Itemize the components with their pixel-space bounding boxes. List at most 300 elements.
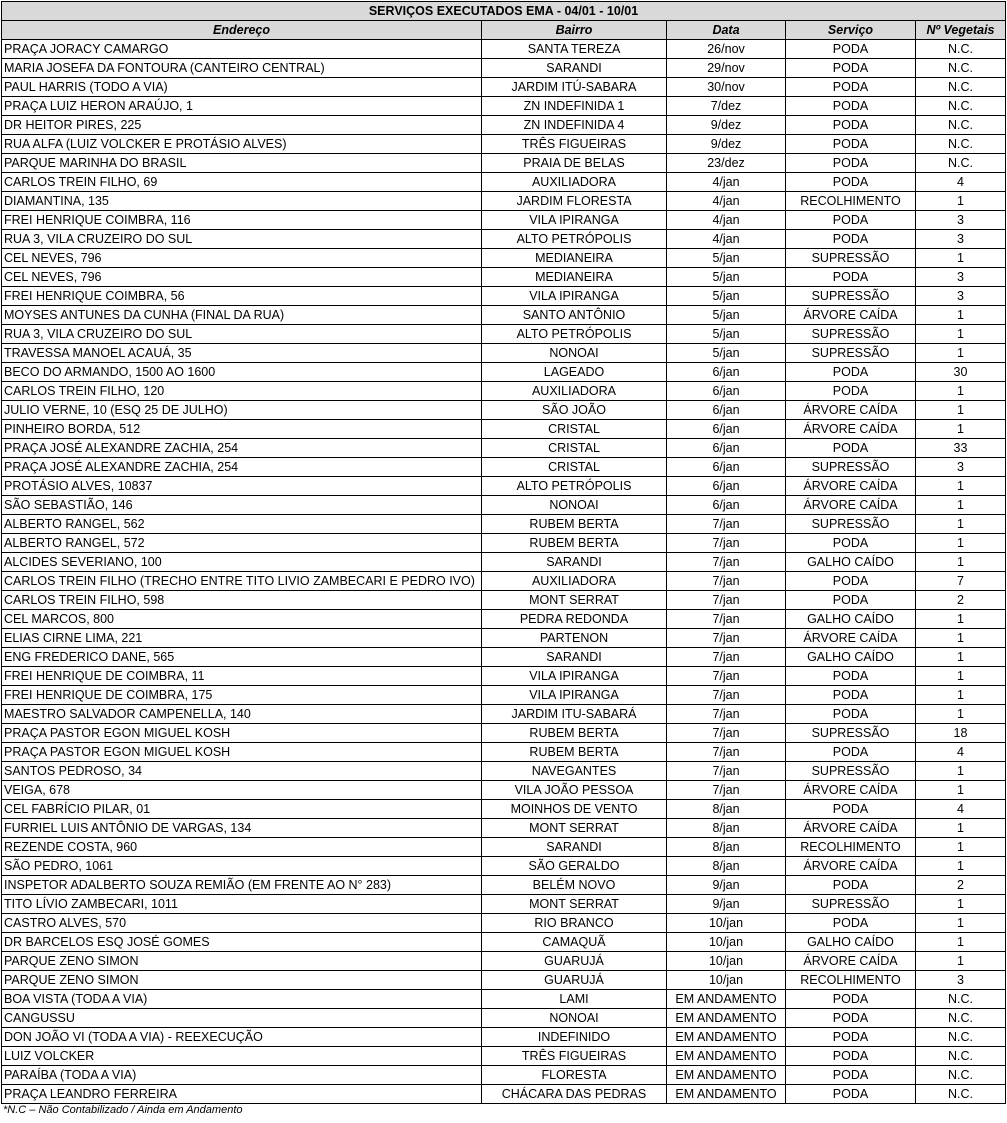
footnote: *N.C – Não Contabilizado / Ainda em Andamento	[3, 1104, 243, 1116]
cell-bairro: ALTO PETRÓPOLIS	[482, 325, 667, 344]
cell-bairro: RUBEM BERTA	[482, 743, 667, 762]
cell-endereco: FREI HENRIQUE COIMBRA, 56	[2, 287, 482, 306]
cell-data: 5/jan	[667, 249, 786, 268]
cell-endereco: PARAÍBA (TODA A VIA)	[2, 1066, 482, 1085]
cell-data: 7/jan	[667, 553, 786, 572]
cell-data: 7/jan	[667, 610, 786, 629]
cell-data: 7/jan	[667, 686, 786, 705]
cell-data: EM ANDAMENTO	[667, 1028, 786, 1047]
cell-servico: SUPRESSÃO	[786, 287, 916, 306]
cell-data: 7/jan	[667, 648, 786, 667]
cell-data: EM ANDAMENTO	[667, 1066, 786, 1085]
cell-vegetais: 1	[916, 325, 1006, 344]
cell-data: EM ANDAMENTO	[667, 1009, 786, 1028]
cell-servico: ÁRVORE CAÍDA	[786, 306, 916, 325]
table-row	[2, 1028, 1006, 1047]
cell-data: 9/jan	[667, 876, 786, 895]
cell-vegetais: N.C.	[916, 40, 1006, 59]
cell-bairro: NONOAI	[482, 1009, 667, 1028]
cell-bairro: MOINHOS DE VENTO	[482, 800, 667, 819]
cell-endereco: MARIA JOSEFA DA FONTOURA (CANTEIRO CENTRAL)	[2, 59, 482, 78]
table-row	[2, 857, 1006, 876]
cell-endereco: PARQUE ZENO SIMON	[2, 971, 482, 990]
table-row	[2, 97, 1006, 116]
cell-endereco: DR BARCELOS ESQ JOSÉ GOMES	[2, 933, 482, 952]
cell-endereco: BOA VISTA (TODA A VIA)	[2, 990, 482, 1009]
cell-endereco: CANGUSSU	[2, 1009, 482, 1028]
cell-vegetais: 1	[916, 306, 1006, 325]
cell-servico: PODA	[786, 534, 916, 553]
cell-endereco: PRAÇA PASTOR EGON MIGUEL KOSH	[2, 743, 482, 762]
services-sheet	[1, 1, 1006, 1104]
table-row	[2, 268, 1006, 287]
cell-vegetais: N.C.	[916, 1047, 1006, 1066]
cell-servico: PODA	[786, 800, 916, 819]
services-table	[1, 1, 1006, 1104]
cell-servico: PODA	[786, 705, 916, 724]
cell-data: 5/jan	[667, 344, 786, 363]
cell-bairro: PRAIA DE BELAS	[482, 154, 667, 173]
table-row	[2, 648, 1006, 667]
table-row	[2, 401, 1006, 420]
cell-vegetais: 1	[916, 610, 1006, 629]
cell-vegetais: 1	[916, 895, 1006, 914]
cell-data: 6/jan	[667, 420, 786, 439]
cell-data: 6/jan	[667, 363, 786, 382]
cell-data: 7/jan	[667, 667, 786, 686]
cell-servico: PODA	[786, 1009, 916, 1028]
cell-endereco: FREI HENRIQUE COIMBRA, 116	[2, 211, 482, 230]
cell-data: 7/jan	[667, 743, 786, 762]
cell-servico: PODA	[786, 40, 916, 59]
table-row	[2, 1009, 1006, 1028]
cell-servico: PODA	[786, 743, 916, 762]
cell-bairro: MEDIANEIRA	[482, 249, 667, 268]
cell-endereco: CEL MARCOS, 800	[2, 610, 482, 629]
table-row	[2, 306, 1006, 325]
cell-servico: ÁRVORE CAÍDA	[786, 477, 916, 496]
cell-vegetais: 18	[916, 724, 1006, 743]
table-row	[2, 458, 1006, 477]
cell-endereco: PAUL HARRIS (TODO A VIA)	[2, 78, 482, 97]
cell-vegetais: 1	[916, 420, 1006, 439]
cell-servico: PODA	[786, 78, 916, 97]
cell-servico: RECOLHIMENTO	[786, 838, 916, 857]
cell-endereco: PRAÇA LUIZ HERON ARAÚJO, 1	[2, 97, 482, 116]
table-row	[2, 743, 1006, 762]
table-row	[2, 705, 1006, 724]
table-row	[2, 173, 1006, 192]
table-row	[2, 572, 1006, 591]
table-row	[2, 534, 1006, 553]
cell-endereco: ELIAS CIRNE LIMA, 221	[2, 629, 482, 648]
cell-data: 6/jan	[667, 458, 786, 477]
cell-bairro: LAGEADO	[482, 363, 667, 382]
table-row	[2, 230, 1006, 249]
cell-servico: SUPRESSÃO	[786, 458, 916, 477]
cell-bairro: CRISTAL	[482, 439, 667, 458]
cell-servico: PODA	[786, 268, 916, 287]
cell-vegetais: 3	[916, 211, 1006, 230]
cell-bairro: ZN INDEFINIDA 1	[482, 97, 667, 116]
header-endereco: Endereço	[2, 21, 482, 40]
cell-vegetais: 1	[916, 192, 1006, 211]
cell-servico: RECOLHIMENTO	[786, 971, 916, 990]
table-row	[2, 610, 1006, 629]
table-row	[2, 287, 1006, 306]
cell-servico: PODA	[786, 876, 916, 895]
cell-endereco: PROTÁSIO ALVES, 10837	[2, 477, 482, 496]
table-row	[2, 838, 1006, 857]
cell-endereco: TRAVESSA MANOEL ACAUÁ, 35	[2, 344, 482, 363]
cell-vegetais: 4	[916, 743, 1006, 762]
cell-endereco: FURRIEL LUIS ANTÔNIO DE VARGAS, 134	[2, 819, 482, 838]
cell-servico: PODA	[786, 363, 916, 382]
cell-endereco: SANTOS PEDROSO, 34	[2, 762, 482, 781]
table-row	[2, 192, 1006, 211]
cell-bairro: JARDIM FLORESTA	[482, 192, 667, 211]
cell-data: 7/jan	[667, 762, 786, 781]
cell-servico: PODA	[786, 154, 916, 173]
cell-vegetais: 3	[916, 268, 1006, 287]
cell-servico: PODA	[786, 667, 916, 686]
cell-vegetais: 3	[916, 230, 1006, 249]
cell-bairro: NONOAI	[482, 344, 667, 363]
cell-data: 10/jan	[667, 914, 786, 933]
table-row	[2, 724, 1006, 743]
cell-vegetais: 1	[916, 534, 1006, 553]
cell-vegetais: 7	[916, 572, 1006, 591]
cell-data: 6/jan	[667, 382, 786, 401]
cell-vegetais: 4	[916, 800, 1006, 819]
cell-vegetais: 33	[916, 439, 1006, 458]
cell-servico: ÁRVORE CAÍDA	[786, 781, 916, 800]
cell-vegetais: 2	[916, 591, 1006, 610]
cell-vegetais: 1	[916, 515, 1006, 534]
cell-servico: RECOLHIMENTO	[786, 192, 916, 211]
table-row	[2, 876, 1006, 895]
cell-endereco: RUA 3, VILA CRUZEIRO DO SUL	[2, 325, 482, 344]
cell-vegetais: 4	[916, 173, 1006, 192]
cell-data: 29/nov	[667, 59, 786, 78]
cell-endereco: PARQUE MARINHA DO BRASIL	[2, 154, 482, 173]
table-body	[2, 40, 1006, 1104]
cell-vegetais: 1	[916, 553, 1006, 572]
title-row	[2, 2, 1006, 21]
table-row	[2, 781, 1006, 800]
cell-endereco: CEL FABRÍCIO PILAR, 01	[2, 800, 482, 819]
cell-data: 9/dez	[667, 116, 786, 135]
table-row	[2, 629, 1006, 648]
table-row	[2, 154, 1006, 173]
cell-bairro: VILA JOÃO PESSOA	[482, 781, 667, 800]
cell-bairro: GUARUJÁ	[482, 971, 667, 990]
cell-bairro: PEDRA REDONDA	[482, 610, 667, 629]
cell-endereco: PARQUE ZENO SIMON	[2, 952, 482, 971]
cell-endereco: FREI HENRIQUE DE COIMBRA, 175	[2, 686, 482, 705]
cell-bairro: TRÊS FIGUEIRAS	[482, 1047, 667, 1066]
cell-bairro: NAVEGANTES	[482, 762, 667, 781]
cell-servico: PODA	[786, 116, 916, 135]
cell-vegetais: 1	[916, 344, 1006, 363]
cell-servico: GALHO CAÍDO	[786, 610, 916, 629]
cell-bairro: RIO BRANCO	[482, 914, 667, 933]
cell-endereco: SÃO SEBASTIÃO, 146	[2, 496, 482, 515]
cell-servico: SUPRESSÃO	[786, 724, 916, 743]
cell-bairro: INDEFINIDO	[482, 1028, 667, 1047]
cell-data: 7/jan	[667, 705, 786, 724]
cell-servico: SUPRESSÃO	[786, 515, 916, 534]
cell-bairro: BELÉM NOVO	[482, 876, 667, 895]
cell-endereco: TITO LÍVIO ZAMBECARI, 1011	[2, 895, 482, 914]
cell-bairro: FLORESTA	[482, 1066, 667, 1085]
cell-bairro: RUBEM BERTA	[482, 515, 667, 534]
cell-bairro: AUXILIADORA	[482, 173, 667, 192]
cell-servico: PODA	[786, 572, 916, 591]
cell-endereco: LUIZ VOLCKER	[2, 1047, 482, 1066]
cell-data: 7/jan	[667, 781, 786, 800]
cell-data: 4/jan	[667, 230, 786, 249]
cell-endereco: RUA 3, VILA CRUZEIRO DO SUL	[2, 230, 482, 249]
cell-endereco: DR HEITOR PIRES, 225	[2, 116, 482, 135]
cell-vegetais: 1	[916, 401, 1006, 420]
table-row	[2, 325, 1006, 344]
cell-servico: PODA	[786, 439, 916, 458]
header-vegetais: Nº Vegetais	[916, 21, 1006, 40]
cell-servico: GALHO CAÍDO	[786, 553, 916, 572]
cell-data: 4/jan	[667, 211, 786, 230]
table-row	[2, 344, 1006, 363]
cell-servico: PODA	[786, 382, 916, 401]
cell-endereco: CASTRO ALVES, 570	[2, 914, 482, 933]
cell-endereco: CEL NEVES, 796	[2, 268, 482, 287]
table-row	[2, 591, 1006, 610]
table-row	[2, 819, 1006, 838]
cell-data: 10/jan	[667, 971, 786, 990]
table-row	[2, 914, 1006, 933]
table-row	[2, 363, 1006, 382]
cell-endereco: MOYSES ANTUNES DA CUNHA (FINAL DA RUA)	[2, 306, 482, 325]
cell-bairro: AUXILIADORA	[482, 572, 667, 591]
header-servico: Serviço	[786, 21, 916, 40]
cell-endereco: DON JOÃO VI (TODA A VIA) - REEXECUÇÃO	[2, 1028, 482, 1047]
cell-vegetais: 1	[916, 819, 1006, 838]
cell-endereco: FREI HENRIQUE DE COIMBRA, 11	[2, 667, 482, 686]
cell-vegetais: 3	[916, 287, 1006, 306]
cell-endereco: CARLOS TREIN FILHO, 598	[2, 591, 482, 610]
cell-servico: PODA	[786, 591, 916, 610]
cell-endereco: VEIGA, 678	[2, 781, 482, 800]
table-row	[2, 1085, 1006, 1104]
cell-servico: ÁRVORE CAÍDA	[786, 420, 916, 439]
cell-vegetais: 1	[916, 762, 1006, 781]
cell-servico: SUPRESSÃO	[786, 249, 916, 268]
cell-endereco: DIAMANTINA, 135	[2, 192, 482, 211]
cell-data: 7/jan	[667, 724, 786, 743]
table-row	[2, 439, 1006, 458]
cell-bairro: AUXILIADORA	[482, 382, 667, 401]
cell-bairro: SARANDI	[482, 648, 667, 667]
cell-endereco: CARLOS TREIN FILHO, 69	[2, 173, 482, 192]
cell-servico: PODA	[786, 59, 916, 78]
table-row	[2, 895, 1006, 914]
cell-bairro: RUBEM BERTA	[482, 724, 667, 743]
table-row	[2, 515, 1006, 534]
cell-data: 4/jan	[667, 192, 786, 211]
table-row	[2, 249, 1006, 268]
cell-endereco: ALBERTO RANGEL, 572	[2, 534, 482, 553]
cell-servico: ÁRVORE CAÍDA	[786, 401, 916, 420]
cell-endereco: RUA ALFA (LUIZ VOLCKER E PROTÁSIO ALVES)	[2, 135, 482, 154]
cell-endereco: JULIO VERNE, 10 (ESQ 25 DE JULHO)	[2, 401, 482, 420]
cell-endereco: PRAÇA JOSÉ ALEXANDRE ZACHIA, 254	[2, 439, 482, 458]
table-row	[2, 496, 1006, 515]
cell-vegetais: 2	[916, 876, 1006, 895]
cell-bairro: NONOAI	[482, 496, 667, 515]
cell-servico: PODA	[786, 1085, 916, 1104]
table-row	[2, 382, 1006, 401]
table-row	[2, 667, 1006, 686]
table-row	[2, 952, 1006, 971]
cell-endereco: INSPETOR ADALBERTO SOUZA REMIÃO (EM FRENTE AO N° 283)	[2, 876, 482, 895]
cell-data: 9/dez	[667, 135, 786, 154]
cell-vegetais: 1	[916, 629, 1006, 648]
cell-vegetais: N.C.	[916, 116, 1006, 135]
cell-data: 7/dez	[667, 97, 786, 116]
cell-data: 10/jan	[667, 933, 786, 952]
table-row	[2, 59, 1006, 78]
cell-vegetais: 1	[916, 686, 1006, 705]
table-row	[2, 553, 1006, 572]
cell-data: 7/jan	[667, 534, 786, 553]
cell-vegetais: 1	[916, 705, 1006, 724]
cell-data: 5/jan	[667, 287, 786, 306]
cell-servico: GALHO CAÍDO	[786, 933, 916, 952]
table-row	[2, 990, 1006, 1009]
cell-bairro: SANTA TEREZA	[482, 40, 667, 59]
cell-endereco: PINHEIRO BORDA, 512	[2, 420, 482, 439]
cell-data: 30/nov	[667, 78, 786, 97]
cell-endereco: PRAÇA JORACY CAMARGO	[2, 40, 482, 59]
table-row	[2, 1066, 1006, 1085]
cell-endereco: CARLOS TREIN FILHO (TRECHO ENTRE TITO LIVIO ZAMBECARI E PEDRO IVO)	[2, 572, 482, 591]
cell-data: 23/dez	[667, 154, 786, 173]
cell-vegetais: 1	[916, 648, 1006, 667]
cell-bairro: CAMAQUÃ	[482, 933, 667, 952]
cell-endereco: PRAÇA JOSÉ ALEXANDRE ZACHIA, 254	[2, 458, 482, 477]
cell-data: 6/jan	[667, 496, 786, 515]
cell-endereco: PRAÇA PASTOR EGON MIGUEL KOSH	[2, 724, 482, 743]
table-title: SERVIÇOS EXECUTADOS EMA - 04/01 - 10/01	[2, 2, 1006, 21]
cell-servico: PODA	[786, 211, 916, 230]
cell-bairro: VILA IPIRANGA	[482, 667, 667, 686]
table-row	[2, 800, 1006, 819]
cell-data: 5/jan	[667, 306, 786, 325]
cell-servico: ÁRVORE CAÍDA	[786, 819, 916, 838]
cell-data: EM ANDAMENTO	[667, 990, 786, 1009]
cell-data: 6/jan	[667, 439, 786, 458]
cell-bairro: VILA IPIRANGA	[482, 686, 667, 705]
cell-servico: PODA	[786, 230, 916, 249]
cell-bairro: JARDIM ITU-SABARÁ	[482, 705, 667, 724]
cell-vegetais: 30	[916, 363, 1006, 382]
cell-data: 5/jan	[667, 268, 786, 287]
cell-servico: PODA	[786, 1028, 916, 1047]
cell-vegetais: N.C.	[916, 97, 1006, 116]
cell-data: 8/jan	[667, 857, 786, 876]
cell-servico: PODA	[786, 97, 916, 116]
cell-servico: PODA	[786, 1047, 916, 1066]
cell-data: 26/nov	[667, 40, 786, 59]
cell-bairro: SARANDI	[482, 553, 667, 572]
header-bairro: Bairro	[482, 21, 667, 40]
cell-servico: ÁRVORE CAÍDA	[786, 857, 916, 876]
cell-vegetais: 1	[916, 477, 1006, 496]
cell-vegetais: N.C.	[916, 135, 1006, 154]
cell-bairro: CHÁCARA DAS PEDRAS	[482, 1085, 667, 1104]
cell-vegetais: N.C.	[916, 1066, 1006, 1085]
cell-bairro: MONT SERRAT	[482, 819, 667, 838]
cell-servico: SUPRESSÃO	[786, 325, 916, 344]
table-row	[2, 686, 1006, 705]
cell-bairro: VILA IPIRANGA	[482, 211, 667, 230]
cell-vegetais: N.C.	[916, 78, 1006, 97]
cell-bairro: SÃO GERALDO	[482, 857, 667, 876]
cell-vegetais: N.C.	[916, 154, 1006, 173]
cell-bairro: TRÊS FIGUEIRAS	[482, 135, 667, 154]
cell-bairro: LAMI	[482, 990, 667, 1009]
cell-bairro: JARDIM ITÚ-SABARA	[482, 78, 667, 97]
cell-data: EM ANDAMENTO	[667, 1047, 786, 1066]
table-row	[2, 1047, 1006, 1066]
cell-vegetais: 1	[916, 382, 1006, 401]
cell-vegetais: 1	[916, 857, 1006, 876]
cell-vegetais: N.C.	[916, 1028, 1006, 1047]
cell-endereco: SÃO PEDRO, 1061	[2, 857, 482, 876]
cell-data: 7/jan	[667, 572, 786, 591]
cell-vegetais: 1	[916, 496, 1006, 515]
cell-vegetais: 1	[916, 933, 1006, 952]
cell-data: 6/jan	[667, 477, 786, 496]
cell-servico: PODA	[786, 990, 916, 1009]
cell-vegetais: 3	[916, 971, 1006, 990]
cell-bairro: SÃO JOÃO	[482, 401, 667, 420]
cell-servico: PODA	[786, 1066, 916, 1085]
cell-bairro: SARANDI	[482, 838, 667, 857]
header-row	[2, 21, 1006, 40]
cell-endereco: REZENDE COSTA, 960	[2, 838, 482, 857]
cell-bairro: VILA IPIRANGA	[482, 287, 667, 306]
cell-bairro: GUARUJÁ	[482, 952, 667, 971]
cell-data: 8/jan	[667, 838, 786, 857]
cell-bairro: SANTO ANTÔNIO	[482, 306, 667, 325]
cell-bairro: RUBEM BERTA	[482, 534, 667, 553]
cell-servico: PODA	[786, 686, 916, 705]
cell-servico: PODA	[786, 173, 916, 192]
cell-vegetais: N.C.	[916, 1085, 1006, 1104]
cell-vegetais: 1	[916, 914, 1006, 933]
table-row	[2, 40, 1006, 59]
cell-servico: ÁRVORE CAÍDA	[786, 629, 916, 648]
header-data: Data	[667, 21, 786, 40]
cell-data: 6/jan	[667, 401, 786, 420]
cell-vegetais: 1	[916, 952, 1006, 971]
table-row	[2, 211, 1006, 230]
table-row	[2, 933, 1006, 952]
cell-servico: ÁRVORE CAÍDA	[786, 496, 916, 515]
cell-vegetais: N.C.	[916, 1009, 1006, 1028]
table-row	[2, 116, 1006, 135]
